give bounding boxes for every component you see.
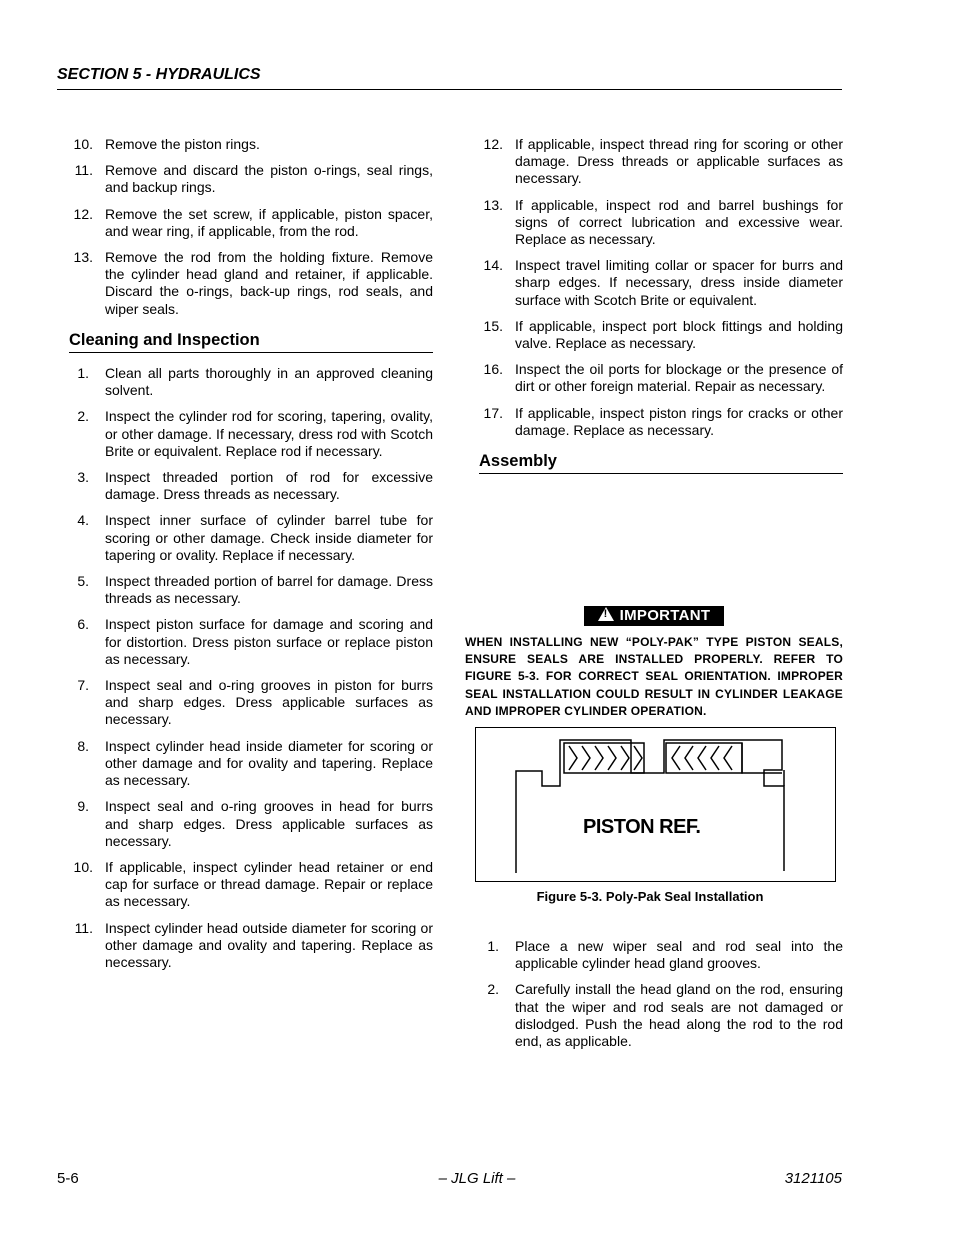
- list-item: 10. If applicable, inspect cylinder head retainer or end cap for surface or thread damage. Repair or replace as necessary.: [73, 858, 433, 910]
- section-title: SECTION 5 - HYDRAULICS: [57, 66, 261, 83]
- list-item: 9. Inspect seal and o-ring grooves in head for burrs and sharp edges. Dress applicable surfaces as necessary.: [77, 798, 433, 849]
- list-item: 11. Inspect cylinder head outside diameter for scoring or other damage and ovality and tapering. Replace as necessary.: [74, 919, 433, 970]
- important-notice: [465, 606, 843, 720]
- list-item: 4. Inspect inner surface of cylinder barrel tube for scoring or other damage. Check inside diameter for tapering or ovality. Replace if necessary.: [77, 512, 433, 563]
- cleaning-heading: Cleaning and Inspection: [69, 332, 433, 353]
- list-item: 10. Remove the piston rings.: [73, 136, 260, 152]
- list-item: 12. Remove the set screw, if applicable, piston spacer, and wear ring, if applicable, from the rod.: [73, 205, 433, 239]
- warning-icon: !: [598, 607, 614, 621]
- list-item: 11. Remove and discard the piston o-rings, seal rings, and backup rings.: [74, 162, 433, 196]
- assembly-steps: [479, 938, 843, 1059]
- list-item: 13. Remove the rod from the holding fixture. Remove the cylinder head gland and retainer, if applicable. Discard the o-rings, back-up rings, rod seals, and wiper seals.: [73, 249, 433, 317]
- list-item: 17. If applicable, inspect piston rings for cracks or other damage. Replace as necessary.: [483, 404, 843, 438]
- figure-caption: Figure 5-3. Poly-Pak Seal Installation: [536, 889, 764, 904]
- list-item: 1. Clean all parts thoroughly in an approved cleaning solvent.: [77, 365, 433, 399]
- doc-number: 3121105: [784, 1170, 842, 1187]
- right-column: [479, 136, 843, 486]
- important-text: WHEN INSTALLING NEW “POLY-PAK” TYPE PISTON SEALS, ENSURE SEALS ARE INSTALLED PROPERLY. REFER TO FIGURE 5-3. FOR CORRECT SEAL ORIENTATION. IMPROPER SEAL INSTALLATION COULD RESULT IN CYLINDER LEAKAGE AND IMPROPER CYLINDER OPERATION.: [465, 635, 843, 718]
- list-item: 16. Inspect the oil ports for blockage or the presence of dirt or other foreign material. Repair as necessary.: [483, 361, 843, 395]
- list-item: 1. Place a new wiper seal and rod seal into the applicable cylinder head gland grooves.: [487, 938, 843, 972]
- list-item: 2. Carefully install the head gland on the rod, ensuring that the wiper and rod seals are not damaged or dislodged. Push the head along the rod to the rod end, as applicable.: [487, 981, 843, 1050]
- cleaning-list-continued: [479, 136, 843, 439]
- page-number: 5-6: [57, 1170, 79, 1187]
- piston-ref-label: PISTON REF.: [583, 816, 701, 838]
- list-item: 2. Inspect the cylinder rod for scoring, tapering, ovality, or other damage. If necessary, dress rod with Scotch Brite or equivalent. Replace rod if necessary.: [77, 408, 433, 459]
- disassembly-list: [69, 136, 433, 318]
- list-item: 12. If applicable, inspect thread ring for scoring or other damage. Dress threads or applicable surfaces as necessary.: [483, 136, 843, 187]
- list-item: 13. If applicable, inspect rod and barrel bushings for signs of correct lubrication and excessive wear. Replace as necessary.: [483, 196, 843, 248]
- seal-diagram: [476, 728, 835, 881]
- list-item: 8. Inspect cylinder head inside diameter for scoring or other damage and for ovality and tapering. Replace as necessary.: [77, 737, 433, 789]
- footer-brand: – JLG Lift –: [438, 1170, 516, 1187]
- list-item: 15. If applicable, inspect port block fittings and holding valve. Replace as necessary.: [483, 317, 843, 352]
- important-badge: [584, 606, 724, 626]
- header-rule: [57, 89, 842, 90]
- left-column: [69, 136, 433, 980]
- assembly-heading: Assembly: [479, 453, 843, 474]
- cleaning-list: [69, 365, 433, 971]
- list-item: 14. Inspect travel limiting collar or spacer for burrs and sharp edges. If necessary, dress inside diameter surface with Scotch Brite or equivalent.: [483, 257, 843, 308]
- list-item: 6. Inspect piston surface for damage and scoring and for distortion. Dress piston surface or replace piston as necessary.: [77, 616, 433, 667]
- list-item: 7. Inspect seal and o-ring grooves in piston for burrs and sharp edges. Dress applicable surfaces as necessary.: [77, 677, 433, 728]
- list-item: 3. Inspect threaded portion of rod for excessive damage. Dress threads as necessary.: [77, 469, 433, 503]
- poly-pak-seal-figure: [475, 727, 836, 882]
- important-label: IMPORTANT: [619, 607, 711, 624]
- list-item: 5. Inspect threaded portion of barrel for damage. Dress threads as necessary.: [77, 573, 433, 607]
